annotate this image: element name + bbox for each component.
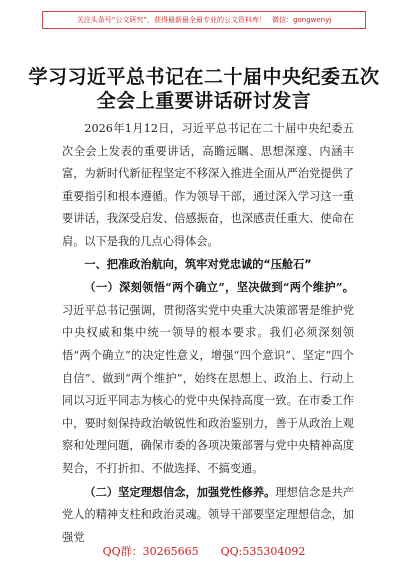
section-1-heading: 一、把准政治航向，筑牢对党忠诚的“压舱石” (84, 257, 312, 271)
contact-footer (0, 543, 408, 559)
document-title-line-1: 学习习近平总书记在二十届中央纪委五次 (28, 66, 380, 88)
subsection-2-body: 理想信念是共产党人的精神支柱和政治灵魂。领导干部要坚定理想信念，加强党 (62, 485, 354, 544)
subsection-1-paragraph (62, 276, 354, 480)
banner-text: 关注头条号“公文研究”，获得最新最全最专业的公文资料库！ (76, 16, 267, 24)
subsection-2-paragraph (62, 481, 354, 550)
promo-banner (42, 11, 366, 29)
footer-qq-group: QQ群：30265665 (102, 545, 199, 558)
subsection-1-body: 习近平总书记强调，贯彻落实党中央重大决策部署是维护党中央权威和集中统一领导的根本要求。我们必须深刻领悟“两个确立”的决定性意义，增强“四个意识”、坚定“四个自信”、做到“两个维护”，始终在思想上、政治上、行动上同以习近平同志为核心的党中央保持高度一致。在市委工作中，要时刻保持政治敏锐性和政治鉴别力，善于从政治上观察和处理问题，确保市委的各项决策部署与党中央精神高度契合，不打折扣、不做选择、不搞变通。 (62, 303, 354, 475)
footer-qq: QQ:535304092 (220, 545, 306, 558)
banner-wechat: 微信：gongwenyj (272, 16, 332, 24)
document-title-line-2: 全会上重要讲话研讨发言 (96, 90, 312, 112)
intro-paragraph: 2026年1月12日，习近平总书记在二十届中央纪委五次全会上发表的重要讲话，高瞻远瞩、思想深邃、内涵丰富，为新时代新征程坚定不移深入推进全面从严治党提供了重要指引和根本遵循。作为领导干部，通过深入学习这一重要讲话，我深受启发、倍感振奋，也深感责任重大、使命在肩。以下是我的几点心得体会。 (62, 122, 354, 248)
subsection-1-heading: （一）深刻领悟“两个确立”，坚决做到“两个维护”。 (84, 280, 354, 295)
subsection-2-heading: （二）坚定理想信念，加强党性修养。 (84, 484, 276, 499)
document-body (62, 118, 354, 549)
